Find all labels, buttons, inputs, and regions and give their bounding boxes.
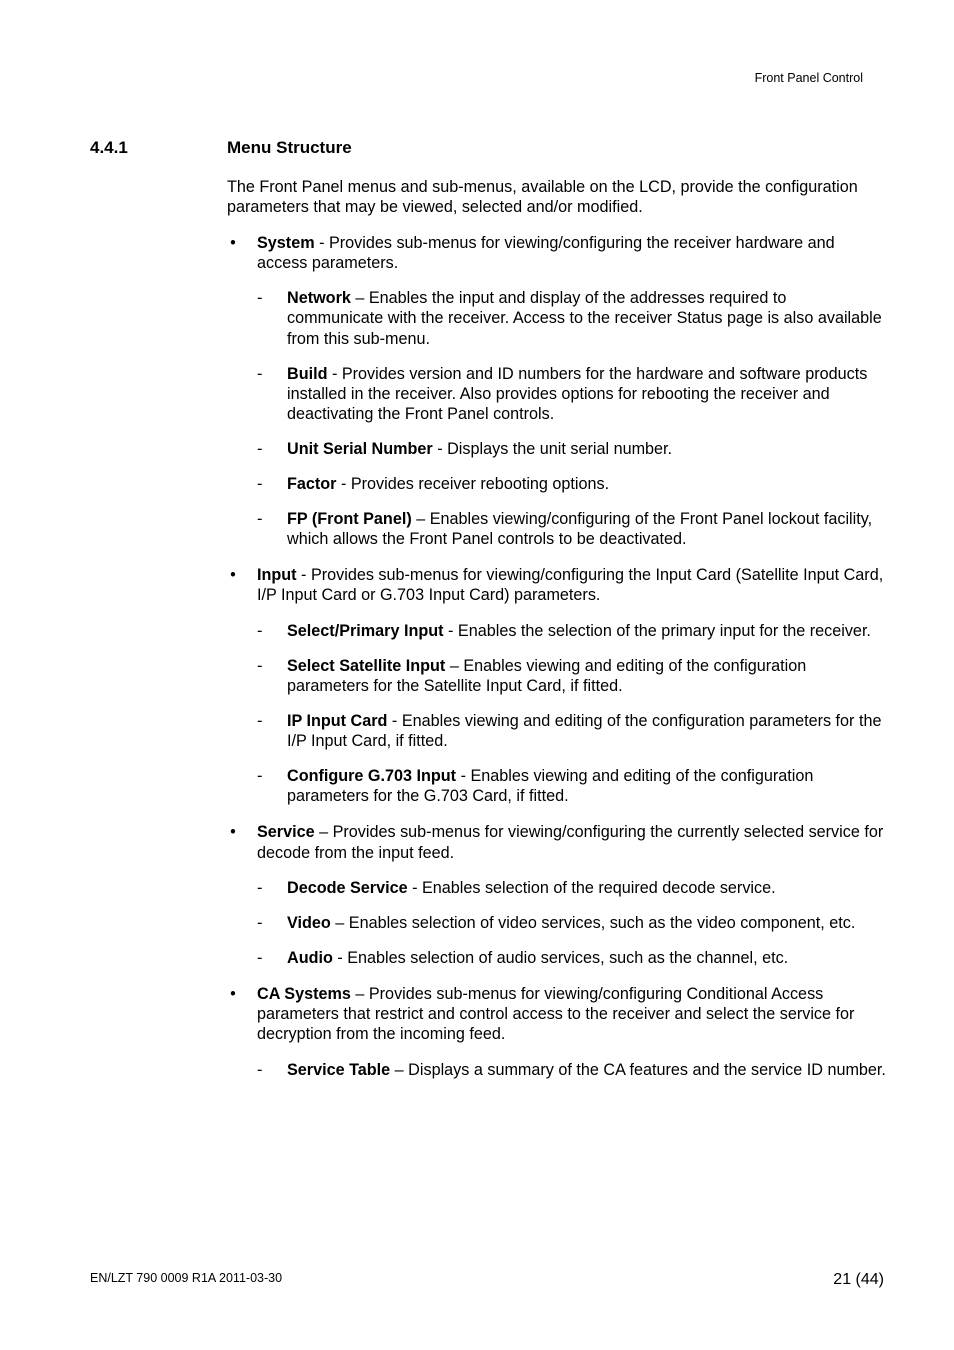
bullet-mark: • bbox=[230, 984, 236, 1003]
dash-mark: - bbox=[257, 1060, 263, 1079]
dash-mark: - bbox=[257, 766, 263, 785]
page-number: 21 (44) bbox=[833, 1271, 884, 1288]
bullet-mark: • bbox=[230, 566, 236, 585]
sub-text bbox=[287, 913, 887, 933]
sub-term: Select/Primary Input bbox=[287, 621, 444, 640]
sub-term: Build bbox=[287, 364, 328, 383]
dash-mark: - bbox=[257, 913, 263, 932]
bullet-mark: • bbox=[230, 233, 236, 252]
sub-item-build bbox=[257, 364, 887, 425]
sub-term: FP (Front Panel) bbox=[287, 509, 412, 528]
sub-description: - Displays the unit serial number. bbox=[432, 439, 673, 458]
bullet-term: CA Systems bbox=[257, 984, 351, 1003]
sub-description: – Enables the input and display of the addresses required to communicate with the receiver. Access to the receiver Status page is also available from this sub-menu. bbox=[287, 289, 882, 348]
footer-doc-id: EN/LZT 790 0009 R1A bbox=[90, 1271, 216, 1285]
sub-text bbox=[287, 1060, 887, 1080]
list-item-input bbox=[227, 565, 887, 606]
running-header: Front Panel Control bbox=[754, 71, 863, 85]
dash-mark: - bbox=[257, 711, 263, 730]
bullet-term: Service bbox=[257, 823, 315, 842]
sub-text bbox=[287, 364, 887, 425]
sub-item-video bbox=[257, 913, 887, 933]
sub-text bbox=[287, 948, 887, 968]
bullet-description: – Provides sub-menus for viewing/configuring Conditional Access parameters that restrict and control access to the receiver and select the service for decryption from the incoming feed. bbox=[257, 984, 855, 1044]
list-item-ca-systems bbox=[227, 984, 887, 1045]
bullet-description: - Provides sub-menus for viewing/configuring the Input Card (Satellite Input Card, I/P Input Card or G.703 Input Card) parameters. bbox=[257, 566, 884, 605]
bullet-term: Input bbox=[257, 566, 297, 585]
sub-term: Unit Serial Number bbox=[287, 439, 433, 458]
dash-mark: - bbox=[257, 474, 263, 493]
sub-text bbox=[287, 474, 887, 494]
list-item-system bbox=[227, 233, 887, 274]
list-item-service bbox=[227, 822, 887, 863]
sub-item-network bbox=[257, 288, 887, 349]
section-title: Menu Structure bbox=[227, 138, 352, 157]
dash-mark: - bbox=[257, 289, 263, 308]
sub-item-unit-serial-number bbox=[257, 439, 887, 459]
bullet-description: – Provides sub-menus for viewing/configuring the currently selected service for decode from the input feed. bbox=[257, 823, 884, 862]
sub-term: Service Table bbox=[287, 1060, 391, 1079]
dash-mark: - bbox=[257, 656, 263, 675]
sub-text bbox=[287, 656, 887, 697]
sub-term: Configure G.703 Input bbox=[287, 766, 457, 785]
sub-text bbox=[287, 509, 887, 550]
sub-item-configure-g703-input bbox=[257, 766, 887, 807]
footer-doc-info bbox=[90, 1271, 282, 1286]
sub-term: Decode Service bbox=[287, 878, 408, 897]
sub-text bbox=[287, 439, 887, 459]
body-content bbox=[227, 177, 887, 1095]
bullet-mark: • bbox=[230, 823, 236, 842]
sub-description: – Enables viewing and editing of the configuration parameters for the Satellite Input Card, if fitted. bbox=[287, 656, 807, 695]
bullet-text bbox=[257, 233, 887, 274]
sub-text bbox=[287, 766, 887, 807]
sub-term: Select Satellite Input bbox=[287, 656, 446, 675]
sub-description: - Enables selection of the required decode service. bbox=[407, 878, 776, 897]
dash-mark: - bbox=[257, 878, 263, 897]
sub-description: - Enables selection of audio services, such as the channel, etc. bbox=[332, 948, 789, 967]
bullet-description: - Provides sub-menus for viewing/configuring the receiver hardware and access parameters. bbox=[257, 233, 835, 272]
bullet-term: System bbox=[257, 233, 315, 252]
sub-item-decode-service bbox=[257, 878, 887, 898]
sub-description: - Provides version and ID numbers for the hardware and software products installed in the receiver. Also provides options for rebooting the receiver and deactivating the Front Panel controls. bbox=[287, 364, 868, 424]
sub-description: - Enables viewing and editing of the configuration parameters for the G.703 Card, if fitted. bbox=[287, 766, 814, 806]
section-number: 4.4.1 bbox=[90, 138, 128, 157]
sub-item-audio bbox=[257, 948, 887, 968]
bullet-text bbox=[257, 565, 887, 606]
dash-mark: - bbox=[257, 364, 263, 383]
sub-description: - Enables viewing and editing of the configuration parameters for the I/P Input Card, if fitted. bbox=[287, 711, 882, 750]
sub-item-ip-input-card bbox=[257, 711, 887, 752]
sub-description: – Displays a summary of the CA features and the service ID number. bbox=[390, 1060, 886, 1079]
dash-mark: - bbox=[257, 948, 263, 967]
sub-term: Video bbox=[287, 913, 331, 932]
dash-mark: - bbox=[257, 439, 263, 458]
sub-term: Audio bbox=[287, 948, 333, 967]
footer-date: 2011-03-30 bbox=[219, 1271, 283, 1285]
sub-item-factor bbox=[257, 474, 887, 494]
sub-term: Network bbox=[287, 289, 351, 308]
sub-term: Factor bbox=[287, 474, 337, 493]
sub-item-select-primary-input bbox=[257, 621, 887, 641]
sub-text bbox=[287, 288, 887, 349]
sub-description: – Enables viewing/configuring of the Front Panel lockout facility, which allows the Front Panel controls to be deactivated. bbox=[287, 509, 873, 548]
sub-text bbox=[287, 711, 887, 752]
sub-description: - Enables the selection of the primary input for the receiver. bbox=[443, 621, 871, 640]
sub-item-fp-front-panel bbox=[257, 509, 887, 550]
intro-paragraph: The Front Panel menus and sub-menus, available on the LCD, provide the configuration parameters that may be viewed, selected and/or modified. bbox=[227, 178, 858, 217]
bullet-text bbox=[257, 822, 887, 863]
sub-item-service-table bbox=[257, 1060, 887, 1080]
dash-mark: - bbox=[257, 621, 263, 640]
sub-text bbox=[287, 878, 887, 898]
sub-description: - Provides receiver rebooting options. bbox=[336, 474, 610, 493]
sub-term: IP Input Card bbox=[287, 711, 388, 730]
sub-text bbox=[287, 621, 887, 641]
sub-description: – Enables selection of video services, such as the video component, etc. bbox=[330, 913, 856, 932]
sub-item-select-satellite-input bbox=[257, 656, 887, 697]
dash-mark: - bbox=[257, 509, 263, 528]
bullet-text bbox=[257, 984, 887, 1045]
